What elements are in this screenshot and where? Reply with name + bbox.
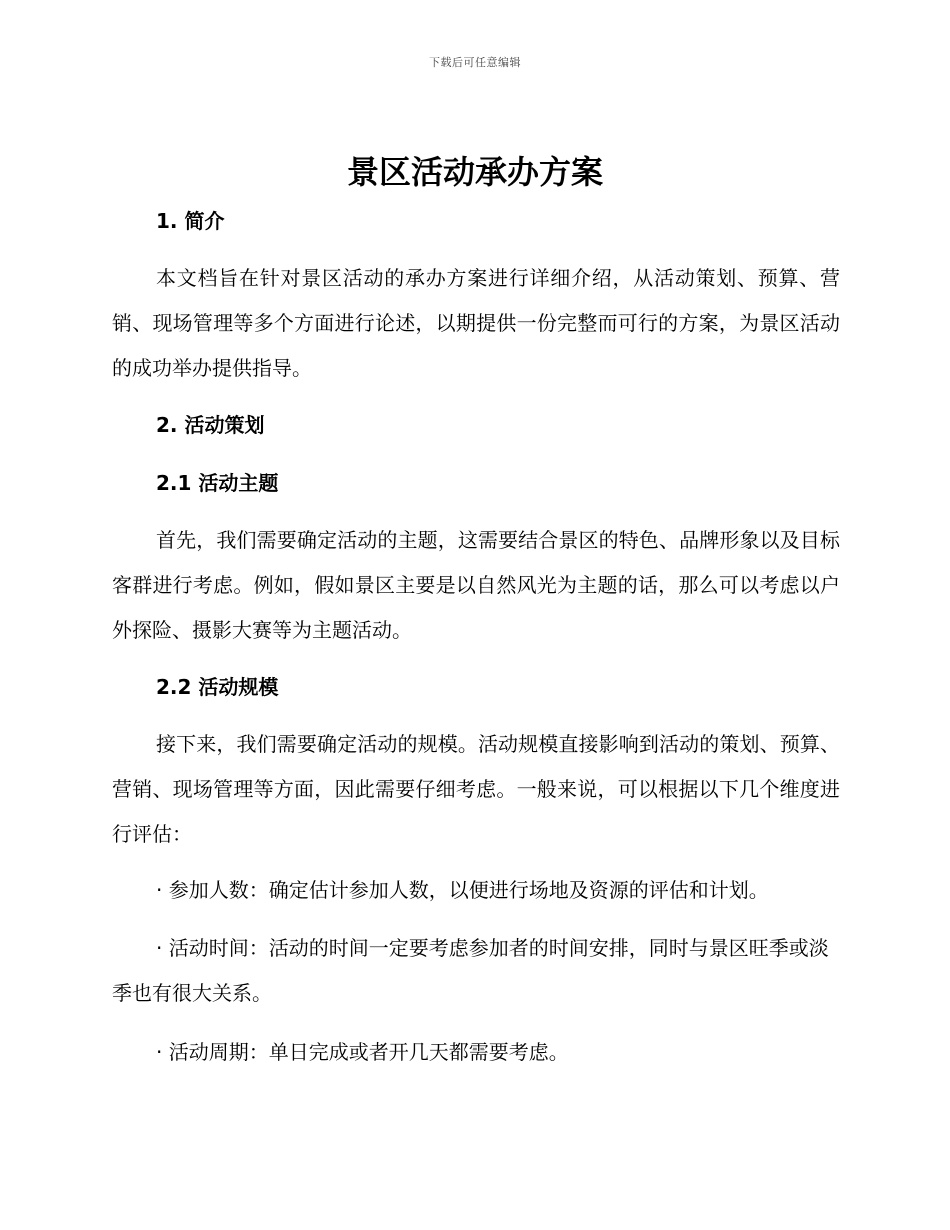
section-heading-intro: 1. 简介	[156, 209, 225, 233]
scale-paragraph: 接下来，我们需要确定活动的规模。活动规模直接影响到活动的策划、预算、营销、现场管理等方面，因此需要仔细考虑。一般来说，可以根据以下几个维度进行评估：	[112, 732, 840, 846]
section-heading-planning: 2. 活动策划	[156, 413, 265, 437]
section-heading-theme: 2.1 活动主题	[156, 471, 279, 495]
bullet-activity-period: · 活动周期：单日完成或者开几天都需要考虑。	[156, 1040, 569, 1064]
theme-paragraph: 首先，我们需要确定活动的主题，这需要结合景区的特色、品牌形象以及目标客群进行考虑。例如，假如景区主要是以自然风光为主题的话，那么可以考虑以户外探险、摄影大赛等为主题活动。	[112, 528, 840, 642]
intro-paragraph: 本文档旨在针对景区活动的承办方案进行详细介绍，从活动策划、预算、营销、现场管理等多个方面进行论述，以期提供一份完整而可行的方案，为景区活动的成功举办提供指导。	[112, 266, 840, 380]
document-title: 景区活动承办方案	[346, 153, 603, 191]
bullet-activity-time: · 活动时间：活动的时间一定要考虑参加者的时间安排，同时与景区旺季或淡季也有很大关系。	[112, 936, 829, 1005]
section-heading-scale: 2.2 活动规模	[156, 675, 279, 699]
bullet-participants: · 参加人数：确定估计参加人数，以便进行场地及资源的评估和计划。	[156, 878, 769, 902]
header-note: 下载后可任意编辑	[429, 56, 521, 69]
